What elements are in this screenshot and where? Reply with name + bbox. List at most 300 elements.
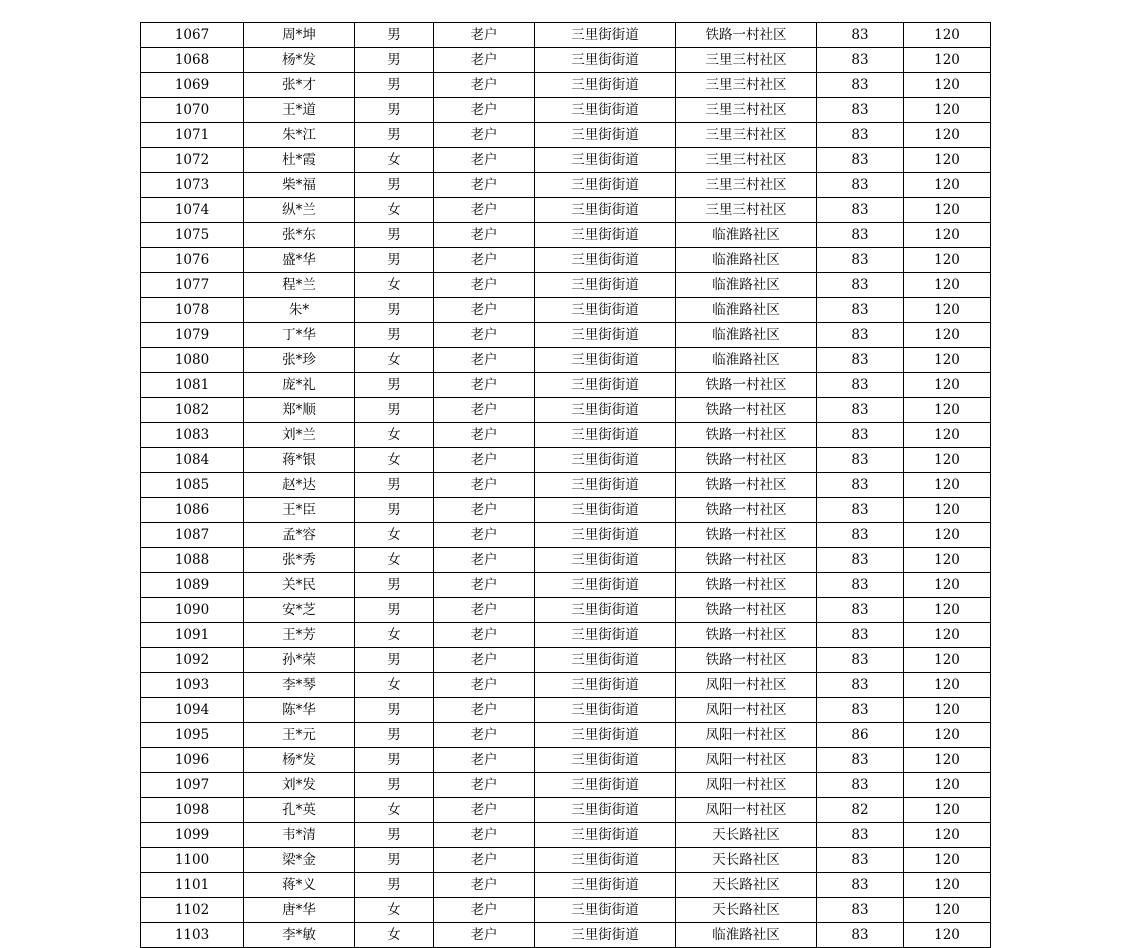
table-row — [141, 48, 991, 73]
cell-amount-2: 120 — [904, 248, 991, 273]
cell-amount-1: 83 — [817, 698, 904, 723]
cell-amount-1: 83 — [817, 648, 904, 673]
cell-amount-2: 120 — [904, 73, 991, 98]
cell-household-type: 老户 — [434, 498, 535, 523]
cell-household-type: 老户 — [434, 373, 535, 398]
cell-gender: 女 — [355, 448, 434, 473]
cell-amount-2: 120 — [904, 823, 991, 848]
cell-community: 铁路一村社区 — [676, 473, 817, 498]
table-row — [141, 398, 991, 423]
cell-gender: 男 — [355, 298, 434, 323]
cell-id: 1097 — [141, 773, 244, 798]
cell-community: 临淮路社区 — [676, 298, 817, 323]
cell-amount-2: 120 — [904, 748, 991, 773]
cell-name: 陈*华 — [244, 698, 355, 723]
table-row — [141, 648, 991, 673]
cell-name: 李*琴 — [244, 673, 355, 698]
cell-gender: 男 — [355, 573, 434, 598]
cell-household-type: 老户 — [434, 298, 535, 323]
cell-id: 1093 — [141, 673, 244, 698]
cell-community: 三里三村社区 — [676, 123, 817, 148]
table-row — [141, 848, 991, 873]
cell-street: 三里街街道 — [535, 898, 676, 923]
cell-street: 三里街街道 — [535, 748, 676, 773]
cell-amount-1: 83 — [817, 198, 904, 223]
cell-id: 1079 — [141, 323, 244, 348]
cell-amount-1: 83 — [817, 523, 904, 548]
cell-amount-2: 120 — [904, 898, 991, 923]
cell-gender: 男 — [355, 823, 434, 848]
cell-amount-2: 120 — [904, 723, 991, 748]
cell-community: 天长路社区 — [676, 898, 817, 923]
cell-street: 三里街街道 — [535, 173, 676, 198]
cell-street: 三里街街道 — [535, 648, 676, 673]
cell-name: 刘*发 — [244, 773, 355, 798]
cell-amount-1: 83 — [817, 573, 904, 598]
cell-amount-1: 83 — [817, 773, 904, 798]
cell-household-type: 老户 — [434, 848, 535, 873]
cell-gender: 男 — [355, 773, 434, 798]
cell-id: 1098 — [141, 798, 244, 823]
cell-gender: 男 — [355, 123, 434, 148]
cell-community: 铁路一村社区 — [676, 573, 817, 598]
cell-amount-2: 120 — [904, 698, 991, 723]
cell-amount-2: 120 — [904, 648, 991, 673]
cell-amount-2: 120 — [904, 523, 991, 548]
cell-amount-1: 86 — [817, 723, 904, 748]
cell-id: 1071 — [141, 123, 244, 148]
cell-street: 三里街街道 — [535, 923, 676, 948]
cell-street: 三里街街道 — [535, 623, 676, 648]
cell-household-type: 老户 — [434, 223, 535, 248]
cell-household-type: 老户 — [434, 323, 535, 348]
cell-name: 孟*容 — [244, 523, 355, 548]
cell-amount-2: 120 — [904, 598, 991, 623]
cell-household-type: 老户 — [434, 773, 535, 798]
cell-amount-1: 83 — [817, 898, 904, 923]
table-body — [141, 23, 991, 948]
cell-id: 1078 — [141, 298, 244, 323]
cell-amount-1: 83 — [817, 148, 904, 173]
cell-id: 1090 — [141, 598, 244, 623]
cell-id: 1083 — [141, 423, 244, 448]
cell-community: 天长路社区 — [676, 848, 817, 873]
cell-amount-2: 120 — [904, 323, 991, 348]
cell-street: 三里街街道 — [535, 573, 676, 598]
cell-gender: 男 — [355, 723, 434, 748]
cell-name: 柴*福 — [244, 173, 355, 198]
cell-amount-1: 83 — [817, 623, 904, 648]
cell-amount-1: 83 — [817, 273, 904, 298]
cell-amount-1: 83 — [817, 298, 904, 323]
table-row — [141, 773, 991, 798]
cell-gender: 男 — [355, 98, 434, 123]
cell-amount-1: 83 — [817, 98, 904, 123]
cell-amount-1: 83 — [817, 123, 904, 148]
cell-gender: 男 — [355, 473, 434, 498]
cell-amount-2: 120 — [904, 123, 991, 148]
cell-id: 1100 — [141, 848, 244, 873]
cell-community: 临淮路社区 — [676, 248, 817, 273]
cell-household-type: 老户 — [434, 198, 535, 223]
cell-street: 三里街街道 — [535, 523, 676, 548]
table-row — [141, 23, 991, 48]
cell-community: 三里三村社区 — [676, 48, 817, 73]
cell-gender: 男 — [355, 323, 434, 348]
cell-id: 1082 — [141, 398, 244, 423]
cell-household-type: 老户 — [434, 748, 535, 773]
cell-id: 1094 — [141, 698, 244, 723]
cell-household-type: 老户 — [434, 423, 535, 448]
cell-household-type: 老户 — [434, 48, 535, 73]
cell-name: 朱*江 — [244, 123, 355, 148]
cell-amount-2: 120 — [904, 373, 991, 398]
cell-amount-2: 120 — [904, 23, 991, 48]
cell-amount-2: 120 — [904, 498, 991, 523]
cell-id: 1099 — [141, 823, 244, 848]
cell-amount-1: 83 — [817, 323, 904, 348]
table-row — [141, 373, 991, 398]
cell-gender: 男 — [355, 248, 434, 273]
cell-street: 三里街街道 — [535, 873, 676, 898]
cell-community: 临淮路社区 — [676, 323, 817, 348]
cell-household-type: 老户 — [434, 123, 535, 148]
cell-street: 三里街街道 — [535, 598, 676, 623]
cell-id: 1085 — [141, 473, 244, 498]
cell-gender: 男 — [355, 373, 434, 398]
cell-name: 周*坤 — [244, 23, 355, 48]
table-row — [141, 573, 991, 598]
cell-id: 1081 — [141, 373, 244, 398]
cell-household-type: 老户 — [434, 723, 535, 748]
table-row — [141, 548, 991, 573]
cell-gender: 女 — [355, 423, 434, 448]
cell-household-type: 老户 — [434, 273, 535, 298]
cell-gender: 女 — [355, 348, 434, 373]
cell-name: 纵*兰 — [244, 198, 355, 223]
cell-household-type: 老户 — [434, 573, 535, 598]
cell-gender: 男 — [355, 498, 434, 523]
cell-amount-2: 120 — [904, 273, 991, 298]
table-row — [141, 273, 991, 298]
cell-street: 三里街街道 — [535, 123, 676, 148]
cell-street: 三里街街道 — [535, 798, 676, 823]
cell-street: 三里街街道 — [535, 223, 676, 248]
cell-amount-2: 120 — [904, 98, 991, 123]
cell-amount-2: 120 — [904, 548, 991, 573]
cell-community: 凤阳一村社区 — [676, 673, 817, 698]
cell-amount-2: 120 — [904, 448, 991, 473]
cell-id: 1074 — [141, 198, 244, 223]
cell-amount-1: 83 — [817, 448, 904, 473]
cell-id: 1076 — [141, 248, 244, 273]
cell-amount-2: 120 — [904, 623, 991, 648]
cell-gender: 男 — [355, 173, 434, 198]
cell-street: 三里街街道 — [535, 398, 676, 423]
table-row — [141, 748, 991, 773]
cell-community: 铁路一村社区 — [676, 548, 817, 573]
cell-name: 韦*清 — [244, 823, 355, 848]
table-row — [141, 598, 991, 623]
cell-amount-1: 83 — [817, 248, 904, 273]
table-row — [141, 498, 991, 523]
cell-amount-2: 120 — [904, 348, 991, 373]
table-row — [141, 123, 991, 148]
cell-id: 1086 — [141, 498, 244, 523]
cell-street: 三里街街道 — [535, 848, 676, 873]
cell-community: 铁路一村社区 — [676, 448, 817, 473]
table-row — [141, 198, 991, 223]
cell-household-type: 老户 — [434, 398, 535, 423]
cell-amount-1: 83 — [817, 548, 904, 573]
cell-amount-1: 83 — [817, 473, 904, 498]
cell-amount-2: 120 — [904, 173, 991, 198]
cell-gender: 男 — [355, 698, 434, 723]
cell-name: 杨*发 — [244, 48, 355, 73]
cell-household-type: 老户 — [434, 73, 535, 98]
cell-community: 临淮路社区 — [676, 923, 817, 948]
cell-name: 蒋*义 — [244, 873, 355, 898]
cell-community: 天长路社区 — [676, 823, 817, 848]
cell-gender: 男 — [355, 748, 434, 773]
cell-name: 张*才 — [244, 73, 355, 98]
cell-name: 关*民 — [244, 573, 355, 598]
cell-street: 三里街街道 — [535, 323, 676, 348]
cell-name: 郑*顺 — [244, 398, 355, 423]
cell-community: 凤阳一村社区 — [676, 723, 817, 748]
cell-household-type: 老户 — [434, 173, 535, 198]
cell-community: 三里三村社区 — [676, 198, 817, 223]
cell-household-type: 老户 — [434, 823, 535, 848]
cell-gender: 女 — [355, 523, 434, 548]
table-row — [141, 873, 991, 898]
cell-household-type: 老户 — [434, 23, 535, 48]
cell-amount-2: 120 — [904, 573, 991, 598]
cell-amount-2: 120 — [904, 398, 991, 423]
cell-street: 三里街街道 — [535, 673, 676, 698]
cell-amount-2: 120 — [904, 798, 991, 823]
cell-amount-1: 83 — [817, 23, 904, 48]
cell-id: 1070 — [141, 98, 244, 123]
cell-name: 丁*华 — [244, 323, 355, 348]
cell-community: 临淮路社区 — [676, 348, 817, 373]
cell-name: 张*秀 — [244, 548, 355, 573]
cell-gender: 男 — [355, 223, 434, 248]
cell-street: 三里街街道 — [535, 548, 676, 573]
cell-name: 李*敏 — [244, 923, 355, 948]
cell-street: 三里街街道 — [535, 423, 676, 448]
cell-name: 孙*荣 — [244, 648, 355, 673]
cell-household-type: 老户 — [434, 923, 535, 948]
beneficiary-table — [140, 22, 991, 948]
cell-community: 铁路一村社区 — [676, 398, 817, 423]
cell-id: 1075 — [141, 223, 244, 248]
cell-community: 铁路一村社区 — [676, 498, 817, 523]
cell-community: 三里三村社区 — [676, 98, 817, 123]
cell-community: 凤阳一村社区 — [676, 798, 817, 823]
cell-community: 三里三村社区 — [676, 173, 817, 198]
cell-gender: 男 — [355, 873, 434, 898]
table-row — [141, 923, 991, 948]
cell-gender: 女 — [355, 148, 434, 173]
cell-household-type: 老户 — [434, 623, 535, 648]
table-row — [141, 298, 991, 323]
cell-name: 蒋*银 — [244, 448, 355, 473]
cell-amount-2: 120 — [904, 198, 991, 223]
cell-community: 凤阳一村社区 — [676, 748, 817, 773]
table-row — [141, 798, 991, 823]
cell-name: 安*芝 — [244, 598, 355, 623]
cell-gender: 女 — [355, 898, 434, 923]
cell-household-type: 老户 — [434, 798, 535, 823]
cell-id: 1077 — [141, 273, 244, 298]
cell-street: 三里街街道 — [535, 773, 676, 798]
cell-amount-1: 83 — [817, 673, 904, 698]
cell-name: 王*芳 — [244, 623, 355, 648]
cell-household-type: 老户 — [434, 248, 535, 273]
cell-id: 1092 — [141, 648, 244, 673]
cell-amount-2: 120 — [904, 48, 991, 73]
cell-household-type: 老户 — [434, 473, 535, 498]
cell-amount-1: 83 — [817, 748, 904, 773]
cell-amount-1: 83 — [817, 173, 904, 198]
cell-amount-2: 120 — [904, 873, 991, 898]
cell-household-type: 老户 — [434, 598, 535, 623]
table-row — [141, 323, 991, 348]
cell-amount-1: 83 — [817, 223, 904, 248]
cell-name: 张*东 — [244, 223, 355, 248]
cell-street: 三里街街道 — [535, 448, 676, 473]
cell-id: 1103 — [141, 923, 244, 948]
cell-amount-1: 83 — [817, 398, 904, 423]
cell-household-type: 老户 — [434, 348, 535, 373]
table-row — [141, 348, 991, 373]
table-row — [141, 223, 991, 248]
cell-amount-2: 120 — [904, 298, 991, 323]
cell-name: 王*道 — [244, 98, 355, 123]
table-row — [141, 723, 991, 748]
cell-name: 梁*金 — [244, 848, 355, 873]
cell-gender: 女 — [355, 548, 434, 573]
cell-id: 1101 — [141, 873, 244, 898]
cell-street: 三里街街道 — [535, 723, 676, 748]
cell-household-type: 老户 — [434, 898, 535, 923]
table-row — [141, 673, 991, 698]
cell-name: 赵*达 — [244, 473, 355, 498]
cell-community: 铁路一村社区 — [676, 373, 817, 398]
cell-community: 铁路一村社区 — [676, 598, 817, 623]
cell-amount-2: 120 — [904, 673, 991, 698]
cell-community: 铁路一村社区 — [676, 23, 817, 48]
table-row — [141, 148, 991, 173]
cell-street: 三里街街道 — [535, 373, 676, 398]
cell-amount-1: 83 — [817, 848, 904, 873]
cell-amount-1: 82 — [817, 798, 904, 823]
cell-gender: 女 — [355, 923, 434, 948]
cell-gender: 男 — [355, 398, 434, 423]
cell-amount-1: 83 — [817, 348, 904, 373]
cell-amount-2: 120 — [904, 473, 991, 498]
cell-amount-1: 83 — [817, 873, 904, 898]
cell-id: 1087 — [141, 523, 244, 548]
cell-street: 三里街街道 — [535, 698, 676, 723]
cell-amount-1: 83 — [817, 73, 904, 98]
cell-name: 唐*华 — [244, 898, 355, 923]
cell-id: 1080 — [141, 348, 244, 373]
cell-name: 杜*霞 — [244, 148, 355, 173]
cell-gender: 男 — [355, 73, 434, 98]
cell-community: 铁路一村社区 — [676, 523, 817, 548]
cell-name: 程*兰 — [244, 273, 355, 298]
cell-name: 王*臣 — [244, 498, 355, 523]
cell-id: 1088 — [141, 548, 244, 573]
cell-gender: 男 — [355, 848, 434, 873]
table-row — [141, 898, 991, 923]
cell-gender: 女 — [355, 198, 434, 223]
cell-household-type: 老户 — [434, 98, 535, 123]
cell-amount-1: 83 — [817, 48, 904, 73]
cell-amount-2: 120 — [904, 923, 991, 948]
table-row — [141, 823, 991, 848]
table-row — [141, 73, 991, 98]
cell-gender: 女 — [355, 623, 434, 648]
cell-amount-1: 83 — [817, 823, 904, 848]
cell-id: 1073 — [141, 173, 244, 198]
cell-household-type: 老户 — [434, 148, 535, 173]
cell-amount-2: 120 — [904, 848, 991, 873]
cell-street: 三里街街道 — [535, 48, 676, 73]
cell-id: 1089 — [141, 573, 244, 598]
cell-name: 朱* — [244, 298, 355, 323]
cell-amount-1: 83 — [817, 423, 904, 448]
cell-id: 1068 — [141, 48, 244, 73]
cell-street: 三里街街道 — [535, 23, 676, 48]
cell-street: 三里街街道 — [535, 498, 676, 523]
cell-id: 1095 — [141, 723, 244, 748]
cell-gender: 女 — [355, 798, 434, 823]
cell-id: 1072 — [141, 148, 244, 173]
cell-household-type: 老户 — [434, 548, 535, 573]
table-row — [141, 473, 991, 498]
cell-community: 铁路一村社区 — [676, 623, 817, 648]
cell-amount-1: 83 — [817, 373, 904, 398]
cell-name: 刘*兰 — [244, 423, 355, 448]
cell-gender: 男 — [355, 598, 434, 623]
table-row — [141, 523, 991, 548]
cell-community: 临淮路社区 — [676, 223, 817, 248]
cell-street: 三里街街道 — [535, 98, 676, 123]
cell-name: 张*珍 — [244, 348, 355, 373]
cell-name: 王*元 — [244, 723, 355, 748]
cell-id: 1096 — [141, 748, 244, 773]
cell-street: 三里街街道 — [535, 348, 676, 373]
cell-community: 铁路一村社区 — [676, 648, 817, 673]
cell-community: 凤阳一村社区 — [676, 773, 817, 798]
cell-amount-2: 120 — [904, 773, 991, 798]
cell-name: 杨*发 — [244, 748, 355, 773]
cell-amount-2: 120 — [904, 223, 991, 248]
table-row — [141, 698, 991, 723]
cell-gender: 男 — [355, 23, 434, 48]
cell-street: 三里街街道 — [535, 473, 676, 498]
cell-household-type: 老户 — [434, 523, 535, 548]
table-row — [141, 173, 991, 198]
cell-street: 三里街街道 — [535, 298, 676, 323]
cell-gender: 女 — [355, 673, 434, 698]
cell-household-type: 老户 — [434, 698, 535, 723]
cell-amount-2: 120 — [904, 423, 991, 448]
cell-id: 1102 — [141, 898, 244, 923]
